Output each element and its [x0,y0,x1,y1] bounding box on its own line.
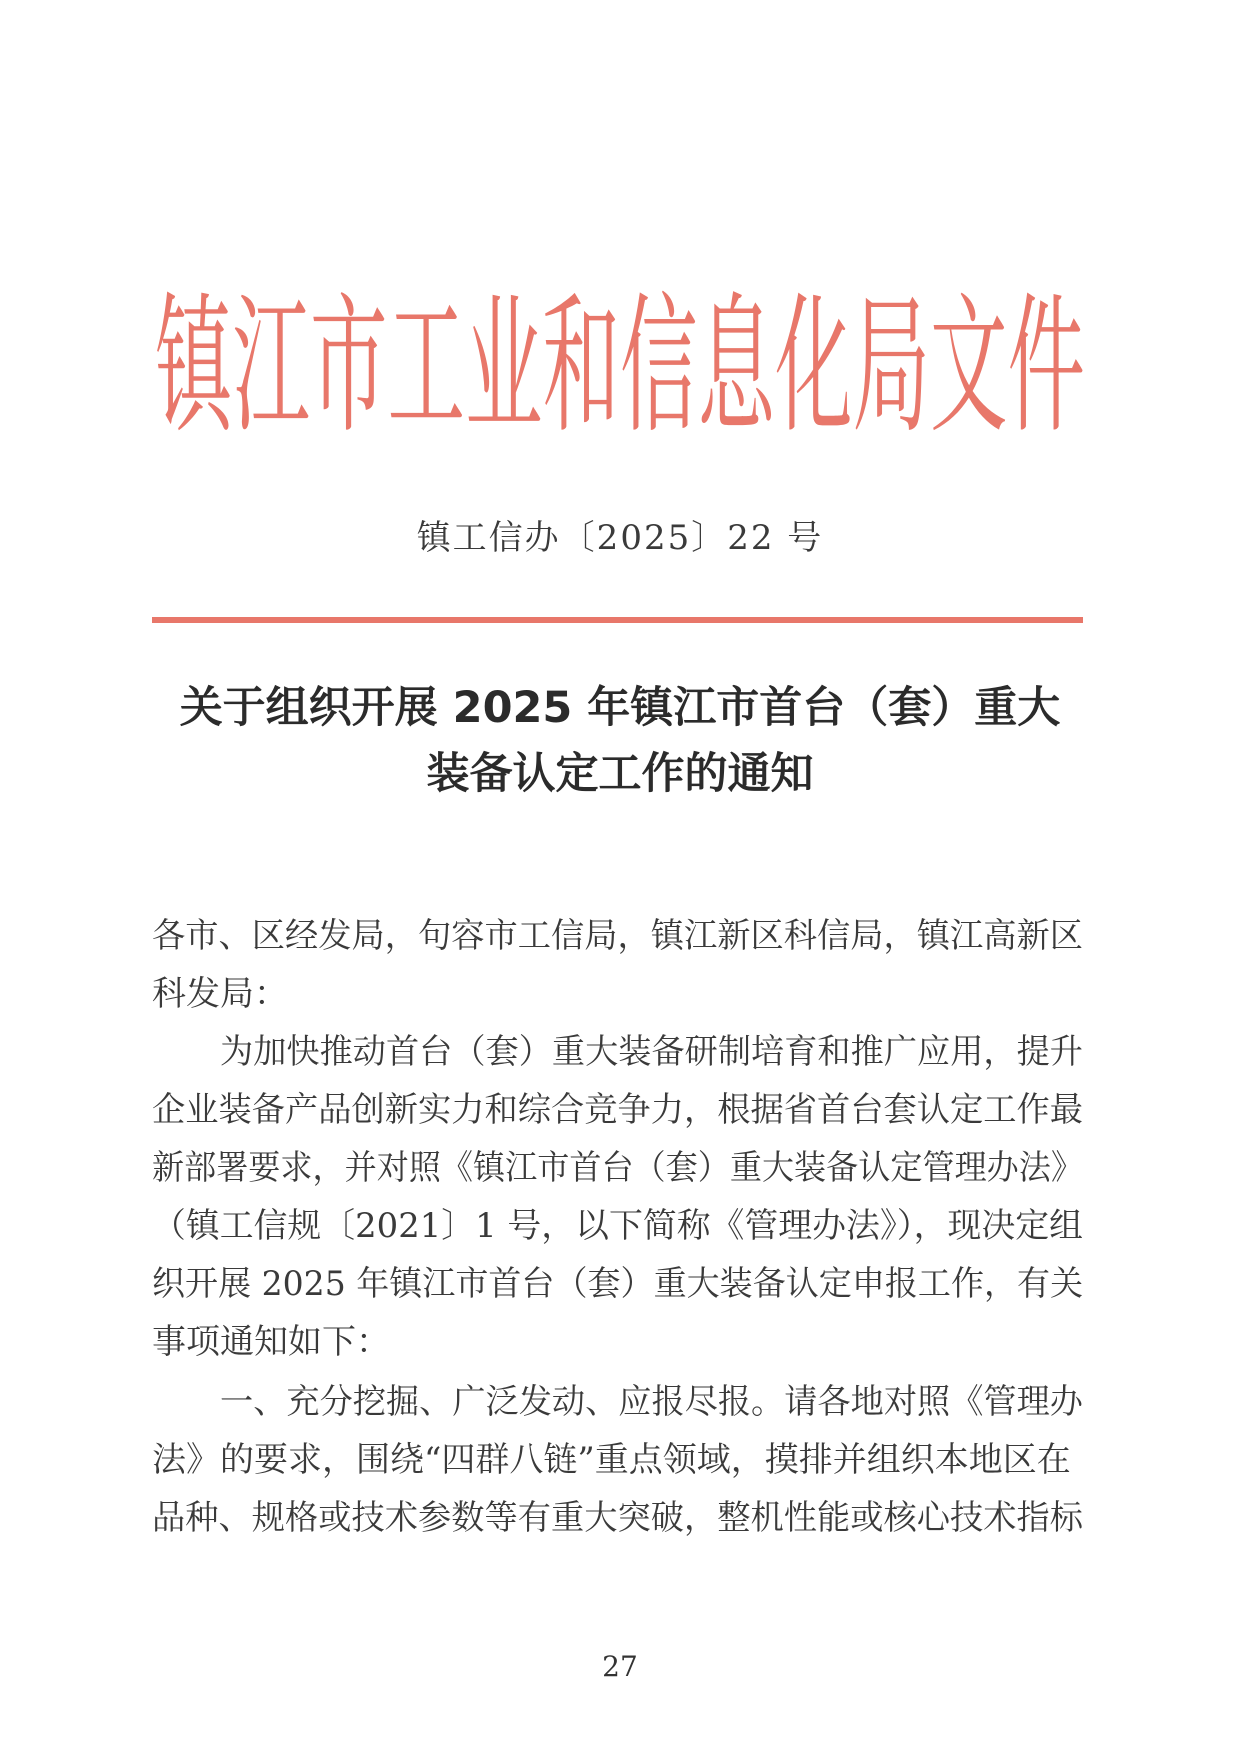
body-line: 一、充分挖掘、广泛发动、应报尽报。请各地对照《管理办 [220,1382,1083,1422]
body-line: 事项通知如下： [152,1322,390,1362]
page-number: 27 [602,1650,638,1683]
red-separator-line [152,617,1083,623]
body-line: 品种、规格或技术参数等有重大突破，整机性能或核心技术指标 [152,1498,1083,1538]
body-line: 为加快推动首台（套）重大装备研制培育和推广应用，提升 [220,1032,1083,1072]
body-line: （镇工信规〔2021〕1 号，以下简称《管理办法》），现决定组 [152,1206,1083,1246]
notice-title [130,675,1110,807]
document-number: 镇工信办〔2025〕22 号 [416,518,824,558]
body-line: 科发局： [152,974,288,1014]
body-line: 新部署要求，并对照《镇江市首台（套）重大装备认定管理办法》 [152,1148,1083,1188]
body-line: 法》的要求，围绕“四群八链”重点领域，摸排并组织本地区在 [152,1440,1071,1480]
body-line: 各市、区经发局，句容市工信局，镇江新区科信局，镇江高新区 [152,916,1083,956]
body-line: 织开展 2025 年镇江市首台（套）重大装备认定申报工作，有关 [152,1264,1084,1304]
body-line: 企业装备产品创新实力和综合竞争力，根据省首台套认定工作最 [152,1090,1083,1130]
notice-title-line-1: 关于组织开展 2025 年镇江市首台（套）重大 [179,683,1061,733]
agency-header-title [0,268,1240,458]
agency-title-text: 镇江市工业和信息化局文件 [155,280,1085,454]
notice-title-line-2: 装备认定工作的通知 [426,749,814,799]
